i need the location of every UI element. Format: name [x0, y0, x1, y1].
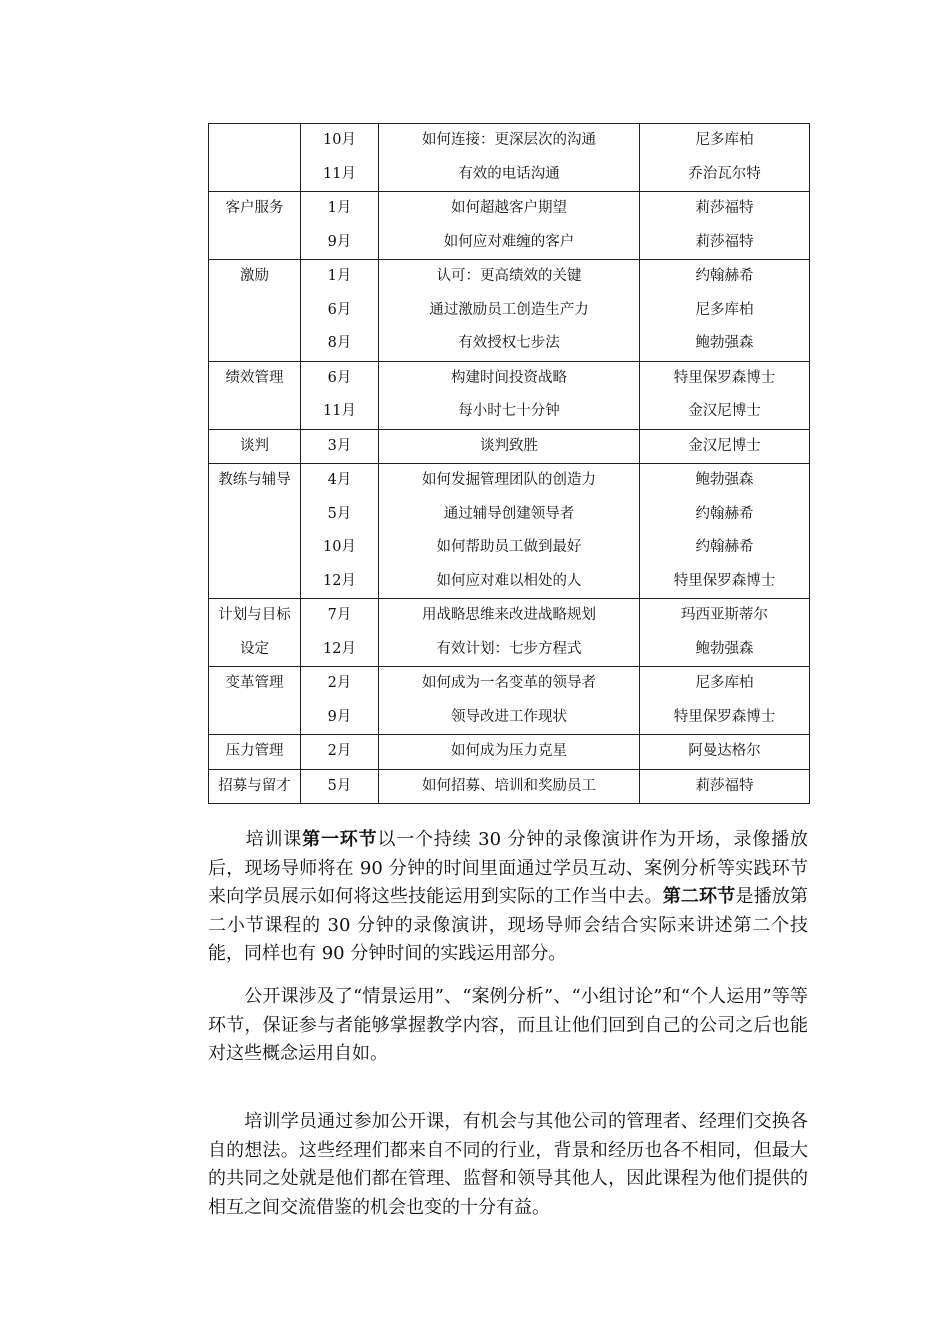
category-text: 激励	[240, 268, 269, 284]
course-title-text: 如何发掘管理团队的创造力	[422, 472, 596, 488]
course-title-cell	[379, 599, 640, 667]
bold-text-first-session: 第一环节	[302, 829, 378, 850]
course-group-row	[209, 429, 810, 464]
month-cell	[301, 260, 379, 362]
lecturer-text: 特里保罗森博士	[673, 572, 776, 589]
category-cell	[209, 735, 301, 770]
course-group-row	[209, 735, 810, 770]
course-title-cell	[379, 361, 640, 429]
category-cell	[209, 599, 301, 667]
course-title-text: 如何帮助员工做到最好	[436, 539, 582, 555]
month-text: 8月	[327, 335, 352, 351]
course-group-row	[209, 769, 810, 804]
category-text	[209, 124, 300, 158]
course-title-cell	[379, 769, 640, 804]
month-cell	[301, 769, 379, 804]
category-cell	[209, 769, 301, 804]
lecturer-text: 尼多库柏	[695, 675, 754, 691]
course-title-text: 用战略思维来改进战略规划	[422, 607, 596, 623]
lecturer-text: 约翰赫希	[695, 539, 754, 555]
lecturer-text: 约翰赫希	[695, 268, 754, 284]
month-text: 10月	[323, 539, 356, 555]
category-text: 设定	[240, 640, 269, 657]
course-title-cell	[379, 667, 640, 735]
category-cell	[209, 361, 301, 429]
course-title-text: 构建时间投资战略	[451, 369, 567, 386]
lecturer-text: 玛西亚斯蒂尔	[681, 607, 768, 623]
category-text: 变革管理	[225, 675, 284, 691]
category-text: 招募与留才	[218, 777, 291, 794]
month-text: 9月	[327, 233, 352, 250]
month-text: 12月	[323, 640, 356, 657]
course-title-text: 有效计划：七步方程式	[436, 640, 582, 657]
course-title-text: 如何超越客户期望	[451, 200, 567, 216]
course-group-row	[209, 667, 810, 735]
lecturer-cell	[640, 124, 810, 192]
category-cell	[209, 464, 301, 599]
category-text: 绩效管理	[225, 369, 284, 386]
lecturer-cell	[640, 735, 810, 770]
month-text: 6月	[327, 301, 352, 318]
lecturer-text: 阿曼达格尔	[688, 743, 761, 759]
lecturer-text: 莉莎福特	[695, 233, 754, 250]
course-title-cell	[379, 124, 640, 192]
lecturer-text: 莉莎福特	[695, 777, 754, 794]
lecturer-text: 鲍勃强森	[695, 335, 754, 351]
month-text: 6月	[327, 369, 352, 386]
category-text: 压力管理	[225, 743, 284, 759]
category-cell	[209, 124, 301, 192]
lecturer-text: 莉莎福特	[695, 200, 754, 216]
paragraph-open-course	[208, 983, 808, 1069]
category-cell	[209, 260, 301, 362]
lecturer-text: 尼多库柏	[695, 132, 754, 148]
lecturer-text: 约翰赫希	[695, 505, 754, 522]
month-cell	[301, 192, 379, 260]
paragraph-trainees	[208, 1108, 808, 1222]
month-text: 7月	[327, 607, 352, 623]
lecturer-text: 特里保罗森博士	[673, 708, 776, 725]
category-text: 计划与目标	[218, 607, 291, 623]
course-table-body	[209, 124, 810, 804]
course-title-text: 认可：更高绩效的关键	[436, 268, 582, 284]
text-segment: 以一个持续 30 分钟的录像演讲作为开场，录像播放后，现场导师将在 90 分钟的时间里面通过学员互动、案例分析等实践环节来向学员展示如何将这些技能运用到实际的工作当中去。	[208, 829, 808, 907]
bold-text-second-session: 第二环节	[662, 886, 736, 907]
course-title-cell	[379, 429, 640, 464]
course-group-row	[209, 361, 810, 429]
month-cell	[301, 735, 379, 770]
lecturer-text: 鲍勃强森	[695, 640, 754, 657]
month-cell	[301, 667, 379, 735]
lecturer-text: 尼多库柏	[695, 301, 754, 318]
paragraph-session-intro	[208, 826, 808, 969]
lecturer-text: 鲍勃强森	[695, 472, 754, 488]
course-title-text: 通过激励员工创造生产力	[429, 301, 589, 318]
lecturer-cell	[640, 192, 810, 260]
lecturer-text: 特里保罗森博士	[673, 369, 776, 386]
lecturer-cell	[640, 464, 810, 599]
category-cell	[209, 667, 301, 735]
course-title-text: 如何连接：更深层次的沟通	[422, 132, 596, 148]
course-title-text: 有效授权七步法	[458, 335, 560, 351]
category-cell	[209, 429, 301, 464]
course-group-row	[209, 192, 810, 260]
text-segment: 培训学员通过参加公开课，有机会与其他公司的管理者、经理们交换各自的想法。这些经理们都来自不同的行业，背景和经历也各不相同，但最大的共同之处就是他们都在管理、监督和领导其他人，因此课程为他们提供的相互之间交流借鉴的机会也变的十分有益。	[208, 1111, 808, 1218]
course-title-text: 谈判致胜	[480, 437, 538, 454]
month-text: 1月	[327, 200, 352, 216]
course-title-text: 如何应对难缠的客户	[443, 233, 575, 250]
category-text: 谈判	[240, 437, 269, 454]
month-text: 5月	[327, 777, 352, 794]
course-group-row	[209, 260, 810, 362]
month-cell	[301, 429, 379, 464]
course-title-cell	[379, 464, 640, 599]
lecturer-text: 金汉尼博士	[688, 403, 761, 419]
course-title-text: 如何应对难以相处的人	[436, 572, 582, 589]
lecturer-cell	[640, 769, 810, 804]
course-title-text: 每小时七十分钟	[458, 403, 560, 419]
month-cell	[301, 464, 379, 599]
category-cell	[209, 192, 301, 260]
course-group-row	[209, 599, 810, 667]
course-title-cell	[379, 192, 640, 260]
month-text: 10月	[323, 132, 356, 148]
course-group-row	[209, 124, 810, 192]
month-text: 4月	[327, 472, 352, 488]
lecturer-text: 金汉尼博士	[688, 437, 761, 454]
month-text: 11月	[323, 403, 356, 419]
course-title-text: 有效的电话沟通	[458, 165, 560, 182]
course-title-cell	[379, 735, 640, 770]
lecturer-cell	[640, 667, 810, 735]
month-text: 12月	[323, 572, 356, 589]
month-text: 11月	[323, 165, 356, 182]
lecturer-cell	[640, 361, 810, 429]
lecturer-cell	[640, 429, 810, 464]
month-cell	[301, 124, 379, 192]
lecturer-text: 乔治瓦尔特	[688, 165, 761, 182]
course-title-text: 通过辅导创建领导者	[443, 505, 575, 522]
month-text: 2月	[327, 675, 352, 691]
course-group-row	[209, 464, 810, 599]
text-segment: 公开课涉及了“情景运用”、“案例分析”、“小组讨论”和“个人运用”等等环节，保证参与者能够掌握教学内容，而且让他们回到自己的公司之后也能对这些概念运用自如。	[208, 986, 808, 1064]
course-title-text: 如何成为压力克星	[451, 743, 567, 759]
text-segment: 是播放第二小节课程的 30 分钟的录像演讲，现场导师会结合实际来讲述第二个技能，同样也有 90 分钟时间的实践运用部分。	[208, 886, 808, 964]
month-cell	[301, 361, 379, 429]
lecturer-cell	[640, 260, 810, 362]
course-schedule-table	[208, 123, 810, 804]
month-text: 9月	[327, 708, 352, 725]
month-text: 1月	[327, 268, 352, 284]
lecturer-cell	[640, 599, 810, 667]
course-title-text: 领导改进工作现状	[451, 708, 567, 725]
course-title-cell	[379, 260, 640, 362]
course-title-text: 如何成为一名变革的领导者	[422, 675, 596, 691]
month-text: 2月	[327, 743, 352, 759]
course-title-text: 如何招募、培训和奖励员工	[422, 777, 596, 794]
month-cell	[301, 599, 379, 667]
text-segment: 培训课	[245, 829, 303, 850]
month-text: 5月	[327, 505, 352, 522]
category-text: 教练与辅导	[218, 472, 291, 488]
month-text: 3月	[327, 437, 352, 454]
category-text: 客户服务	[225, 200, 284, 216]
